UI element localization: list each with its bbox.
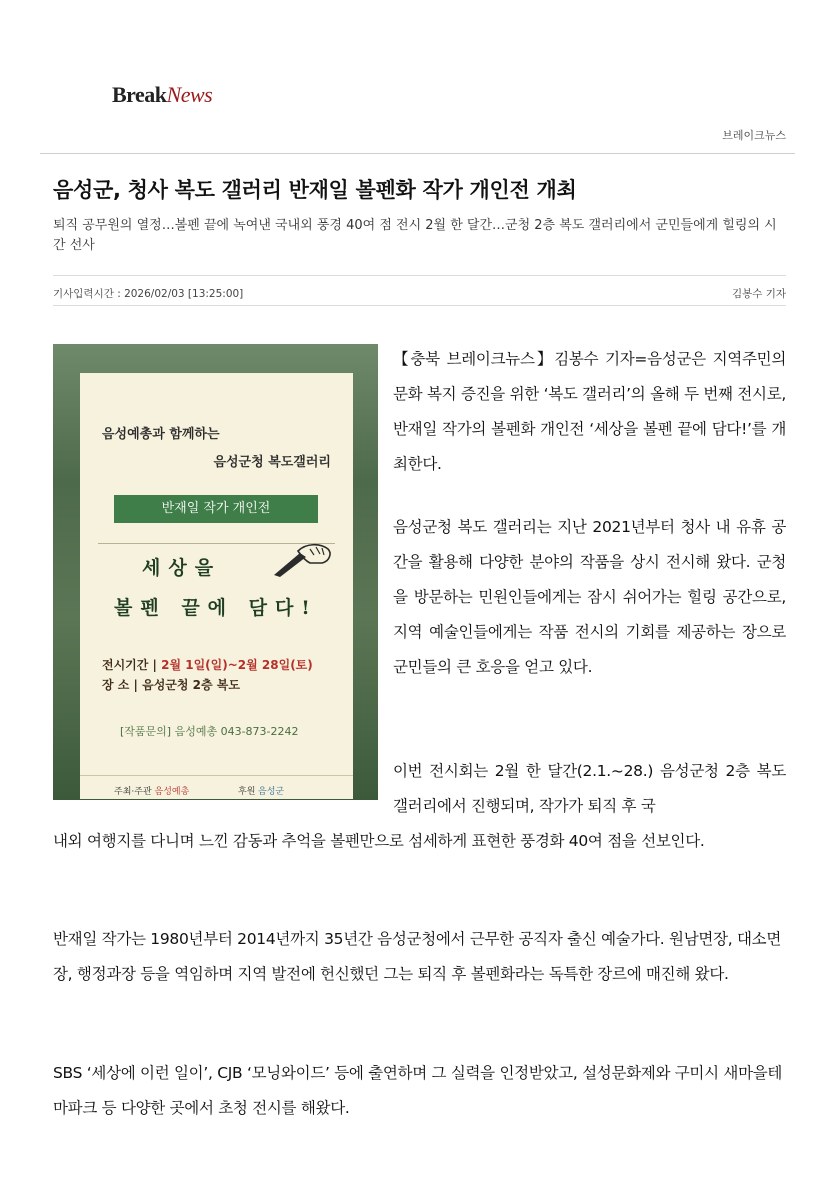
poster-title-line2: 볼펜 끝에 담다! [114,597,318,619]
poster-info [102,655,313,695]
poster-contact: [작품문의] 음성예총 043-873-2242 [120,725,299,738]
meta-divider [53,305,786,306]
article-paragraph-5: SBS ‘세상에 이런 일이’, CJB ‘모닝와이드’ 등에 출연하며 그 실력을 인정받았고, 설성문화제와 구미시 새마을테마파크 등 다양한 곳에서 초청 전시를 해왔다. [53,1064,783,1117]
article-input-time: 기사입력시간 : 2026/02/03 [13:25:00] [53,288,244,300]
article-paragraph-4: 반재일 작가는 1980년부터 2014년까지 35년간 음성군청에서 근무한 공직자 출신 예술가다. 원남면장, 대소면장, 행정과장 등을 역임하며 지역 발전에 헌신했던 그는 퇴직 후 볼펜화라는 독특한 장르에 매진해 왔다. [53,930,782,983]
poster-sponsor-label: 후원 [238,787,256,797]
article-author: 김봉수 기자 [731,288,786,300]
poster-sponsor-name: 음성군 [258,787,285,797]
logo-news-text: News [166,82,213,107]
place-label: 장 소 | [102,678,143,692]
poster-line2: 음성군청 복도갤러리 [213,455,331,470]
site-logo[interactable] [112,82,212,108]
source-label: 브레이크뉴스 [722,129,786,142]
article-headline: 음성군, 청사 복도 갤러리 반재일 볼펜화 작가 개인전 개최 [53,178,577,202]
poster-title-line1: 세상을 [142,557,222,579]
poster-place [102,675,313,695]
article-paragraph-2: 음성군청 복도 갤러리는 지난 2021년부터 청사 내 유휴 공간을 활용해 다양한 분야의 작품을 상시 전시해 왔다. 군청을 방문하는 민원인들에게는 잠시 쉬어가는 힐링 공간으로, 지역 예술인들에게는 작품 전시의 기회를 제공하는 장으로 군민들의 큰 호응을 얻고 있다. [393,518,786,676]
poster-footer [80,775,353,800]
poster-period [102,655,313,675]
exhibition-poster-image [53,344,378,800]
article-paragraph-1: 【충북 브레이크뉴스】김봉수 기자=음성군은 지역주민의 문화 복지 증진을 위한 ‘복도 갤러리’의 올해 두 번째 전시로, 반재일 작가의 볼펜화 개인전 ‘세상을 볼펜 끝에 담다!’를 개최한다. [393,350,787,473]
poster-host: 주최·주관 음성예총 [114,787,190,797]
place-value: 음성군청 2층 복도 [142,678,240,692]
article-paragraph-3-part1: 이번 전시회는 2월 한 달간(2.1.~28.) 음성군청 2층 복도 갤러리에서 진행되며, 작가가 퇴직 후 국 [393,762,786,815]
subhead-divider [53,275,786,276]
period-label: 전시기간 | [102,658,162,672]
poster-banner: 반재일 작가 개인전 [114,495,318,523]
header-divider [40,153,795,154]
poster-line1: 음성예총과 함께하는 [102,427,220,442]
logo-break-text: Break [112,82,167,107]
article-subhead: 퇴직 공무원의 열정…볼펜 끝에 녹여낸 국내외 풍경 40여 점 전시 2월 한 달간…군청 2층 복도 갤러리에서 군민들에게 힐링의 시간 선사 [53,218,777,253]
period-value: 2월 1일(일)~2월 28일(토) [161,658,313,672]
hand-pen-icon [270,539,334,579]
poster-card [80,373,353,799]
article-paragraph-3-part2: 내외 여행지를 다니며 느낀 감동과 추억을 볼펜만으로 섬세하게 표현한 풍경화 40여 점을 선보인다. [53,832,705,850]
